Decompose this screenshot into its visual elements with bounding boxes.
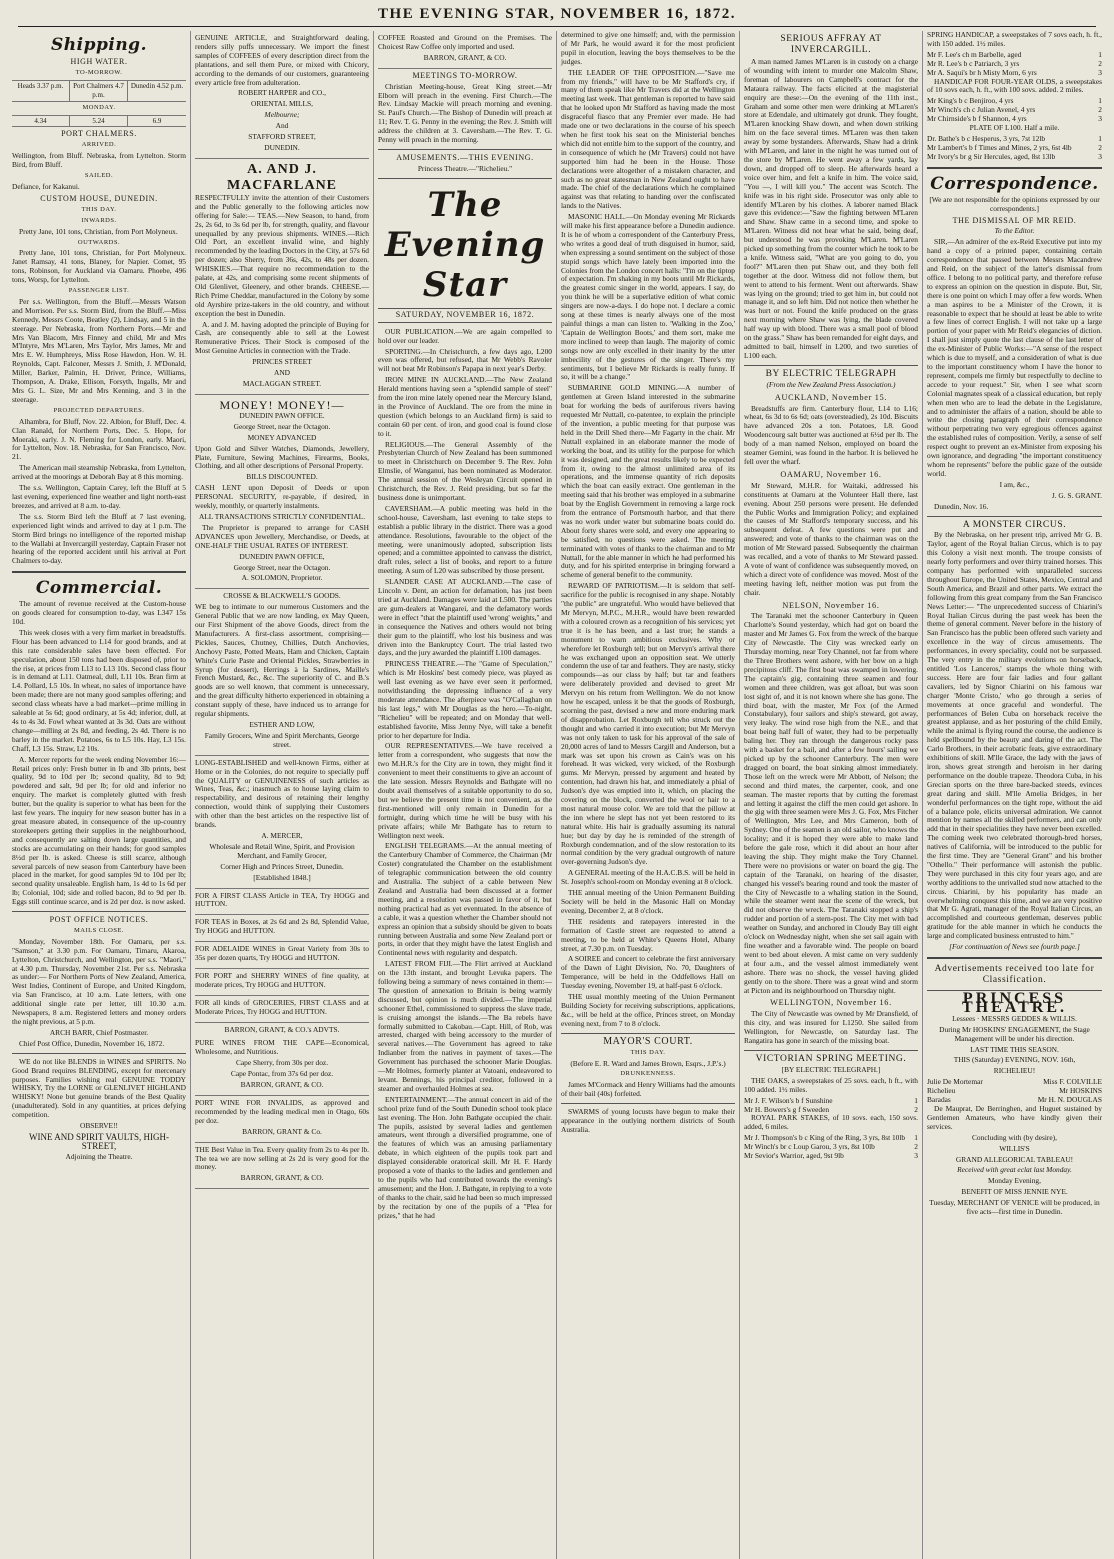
article-fiji: LATEST FROM FIJI.—The Flirt arrived at Auckland on the 13th instant, and brought Levuka papers. The following being a summary of news contained in them:—The question of annexation to Britain is being warmly discussed, but opinion is much divided.—The imperial schooner Ethel, commissioned to suppress the slave trade, is cruising amongst the islands.—The Ba rebels have formally submitted to Cakobau.—Capt. Hill, of Rob, was arrested, charged with being accessory to the murder of several natives.—The Government has agreed to take Indianber from the natives in payment of taxes.—The Government has purchased the schooner Marie Douglas.—Mr Holmes, formerly planter at Vatoani, endeavored to levant. Bennings, his principal creditor, followed in a steamer and overhauled Holmes at sea.: [378, 959, 552, 1093]
notice-hacbs: A GENERAL meeting of the H.A.C.B.S. will be held in St. Joseph's school-room on Monday evening at 8 o'clock.: [561, 868, 735, 887]
place: 1: [1098, 49, 1102, 59]
correspondence-heading: Correspondence.: [930, 173, 1099, 194]
port-chalmers-heading: PORT CHALMERS.: [61, 129, 137, 139]
tide-dunedin: Dunedin 4.52 p.m.: [130, 81, 184, 90]
crosse-text: WE beg to intimate to our numerous Customers and the General Public that we are now landing, ex May Queen, our First Shipment of the above Goods, direct from the Manufacturers. A first-class assortment, comprising— Pickles, Sauces, Chutney, Chillies, Dutch Anchovies, Anchovy Paste, Potted Meats, Ham and Chicken, Captain White's Curie Paste and Oriental Pickles, Strawberries in Syrup (for dessert), Herrings à la Sardines, Maille's French Mustard, &c., &c. The superiority of C. and B.'s goods are so well known, that comment is unnecessary, and the great difficulty hitherto experienced in obtaining a constant supply of these, have induced us to arrange for regular shipments.: [195, 602, 369, 719]
hogg-ad-text: FOR A FIRST CLASS Article in TEA, Try HOGG and HUTTON.: [195, 890, 369, 909]
esther-sub: Family Grocers, Wine and Spirit Merchants, George street.: [204, 730, 360, 749]
article-opposition: THE LEADER OF THE OPPOSITION.—"Save me from my friends," will have to be Mr Stafford's cry, if many of them speak like Mr Travers did at the Wellington meeting last week. That gentleman is reported to have said that he looked upon Mr Stafford as having made the most disgraceful fiasco that any Premier ever made. He had made one or two declarations in the course of his speech when he first took his seat on the Ministerial benches which did not entitle him to the support of the country, and in consequence of which he (Mr Travers) could not have supported him had he been in the House. Those declarations were altogether of a mistaken character, and such as no great statesman in New Zealand ought to have made. The chief of the declarations which he complained against was that relating to handing over the confiscated lands to the Natives.: [561, 67, 735, 211]
barron-advts-heading: BARRON, GRANT, & CO.'s ADVTS.: [224, 1024, 340, 1034]
barron-name: BARRON, GRANT, & CO.: [240, 1173, 324, 1183]
signoff: I am, &c.,: [999, 479, 1030, 489]
horse-name: Mr A. Saqui's br h Misty Morn, 6 yrs: [927, 67, 1037, 77]
tide-heads: Heads 3.37 p.m.: [12, 81, 70, 101]
best-tea-text: THE Best Value in Tea. Every quality from 2s to 4s per lb. The tea we are now selling at 2s 2d is very good for the money.: [195, 1144, 369, 1172]
column-2: [191, 31, 374, 1559]
tide-table-today: [12, 80, 186, 102]
last-time: LAST TIME THIS SEASON.: [970, 1044, 1059, 1054]
column-4: [557, 31, 740, 1559]
divider: [12, 1053, 186, 1054]
established-label: [Established 1848.]: [253, 872, 311, 882]
meetings-heading: MEETINGS TO-MORROW.: [412, 70, 518, 80]
role: Richelieu: [927, 1086, 956, 1096]
mail-text: The American mail steamship Nebraska, from Lyttelton, arrived at the moorings at Deborah Bay at 8 this morning.: [12, 463, 186, 482]
nelson-dateline: NELSON, November 16.: [782, 600, 880, 610]
place: 3: [914, 1151, 918, 1161]
horse-name: Mr Ivory's br g Sir Hercules, aged, 8st 13lb: [927, 151, 1056, 161]
tomorrow-label: TO-MORROW.: [75, 68, 123, 76]
outwards-label: OUTWARDS.: [77, 238, 121, 246]
theatre-heading: PRINCESS THEATRE.: [961, 990, 1068, 1016]
pawn-office-name: DUNEDIN PAWN OFFICE.: [239, 410, 325, 420]
actor: Miss F. COLVILLE: [1043, 1077, 1102, 1087]
place: 2: [1098, 105, 1102, 115]
divider: [12, 571, 186, 573]
pawn-address: George Street, near the Octagon.: [233, 421, 331, 431]
tableau-sub: Received with great eclat last Monday.: [957, 1165, 1072, 1175]
postmaster-date: Chief Post Office, Dunedin, November 16, 1872.: [19, 1038, 165, 1048]
horse-name: Mr H. Bowers's g f Sweeden: [744, 1104, 830, 1114]
wine-vaults: WINE AND SPIRIT VAULTS, HIGH-STREET,: [29, 1131, 169, 1151]
mayors-court-heading: MAYOR'S COURT.: [603, 1035, 693, 1047]
high-water-heading: HIGH WATER.: [70, 57, 128, 66]
projected-label: PROJECTED DEPARTURES.: [53, 406, 145, 414]
adjoining-theatre: Adjoining the Theatre.: [65, 1151, 133, 1161]
and-text-2: AND: [273, 368, 290, 378]
pawn-address-2: George Street, near the Octagon.: [233, 562, 331, 572]
tableau: GRAND ALLEGORICAL TABLEAU!: [955, 1154, 1074, 1164]
this-evening: THIS (Saturday) EVENING, NOV. 16th,: [953, 1055, 1076, 1065]
notice-castle-street: THE residents and ratepayers interested in the formation of Castle street are requested to attend a meeting, to be held at White's Queens Hotel, Albany street, at 7.30 p.m. on Tuesday.: [561, 916, 735, 953]
hogg-ad-text: FOR PORT and SHERRY WINES of fine quality, at moderate prices, Try HOGG and HUTTON.: [195, 970, 369, 989]
amusements-text: Princess Theatre.—"Richelieu.": [417, 163, 513, 173]
hogg-ad-text: FOR ADELAIDE WINES in Great Variety from 30s to 35s per dozen quarts, Try HOGG and HUTTON.: [195, 944, 369, 963]
projected-text: Alhambra, for Bluff, Nov. 22. Albion, for Bluff, Dec. 4. Clan Ranald, for Northern Ports, Dec. 5. Hope, for Moeraki, early. J. N. Fleming for London, early. Maori, for Lyttelton, Nov. 18. Nebraska, for San Francisco, Nov. 21.: [12, 416, 186, 462]
cape-sherry: Cape Sherry, from 30s per doz.: [235, 1058, 329, 1068]
coffee-roasted-ad: [378, 31, 552, 69]
article-masonic-hall: MASONIC HALL.—On Monday evening Mr Rickards will make his first appearance before a Dunedin audience. It is he of whom a correspondent of the Canterbury Press, who writes a good deal of truth disguised in humor, said, when expressing a sound sentiment on the subject of those stupid songs which have lately been imported into the Colonies from the London concert halls: "I'm on the tiptop of expectation. I'm shaking in my boots until Mr Rickards, the greatest comic singer in the world, appears. I say, do you think he will be a superlative edition of what comic singers are now-a-days. I do hope not. I declare a comic song at these times is nearly always one of the most painful things a man can listen to. 'Walking in the Zoo,' 'Captain de Wellington Boots,' and them sort, make me more inclined to weep than laugh. The majority of comic songs now are only excelled in their inanity by the utter imbecility of the gestures of the singer. There's my sentiments, but I believe Mr Rickards is really funny. If so, it will be a change.": [561, 212, 735, 382]
confidential-label: ALL TRANSACTIONS STRICTLY CONFIDENTIAL.: [198, 511, 366, 521]
oaks-results: [744, 1097, 918, 1115]
cast-note: De Mauprat, De Berringhen, and Huguet sustained by Gentlemen Amateurs, who have kindly given their services.: [927, 1103, 1102, 1131]
to-editor: To the Editor.: [994, 226, 1035, 236]
place: 1: [914, 1095, 918, 1105]
divider: [12, 911, 186, 912]
article-publication: OUR PUBLICATION.—We are again compelled to hold over our leader.: [378, 326, 552, 345]
shipping-heading: Shipping.: [51, 35, 147, 55]
article-religious: RELIGIOUS.—The General Assembly of the Presbyterian Church of New Zealand has been summoned to meet in Christchurch on December 9. The Rev. John Elmslie, of Wanganui, has been nominated as Moderator. The annual session of the Wesleyan Circuit opened in Christchurch, the Rev. J. Reid presiding, but so far the business done is unimportant.: [378, 439, 552, 502]
page-header: THE EVENING STAR, NOVEMBER 16, 1872.: [18, 6, 1096, 27]
place: 2: [914, 1142, 918, 1152]
cast-list: [927, 1078, 1102, 1105]
notice-monthly-meeting: THE usual monthly meeting of the Union Permanent Building Society for receiving subscriptions, applications, &c., will be held at the office, Princes street, on Monday evening next, from 7 to 8 o'clock.: [561, 992, 735, 1028]
hogg-ad-text: FOR all kinds of GROCERIES, FIRST CLASS and at Moderate Prices, Try HOGG and HUTTON.: [195, 997, 369, 1016]
outwards-text: Pretty Jane, 101 tons, Christian, for Port Molyneux. Janet Ramsay, 41 tons, Blaney, for Napier. Comet, 95 tons, Robinson, for Auckland via Oamaru. Phoebe, 496 tons, Worsp, for Lyttelton.: [12, 248, 186, 285]
notice-soiree: A SOIREE and concert to celebrate the first anniversary of the Dawn of Light Division, No. 70, Daughters of Temperance, will be held in the Oddfellows Hall on Tuesday evening, November 19, at half-past 6 o'clock.: [561, 954, 735, 991]
tide-monday-port: 5.24: [70, 116, 128, 127]
monday-evening: Monday Evening,: [988, 1176, 1041, 1186]
place: 2: [1098, 58, 1102, 68]
column-1: [8, 31, 191, 1559]
plate-results: [927, 135, 1102, 162]
melbourne: Melbourne;: [264, 110, 300, 120]
tide-monday-dunedin: 6.9: [152, 116, 162, 125]
pawn-office-ad: [195, 395, 369, 589]
and-text: And: [275, 121, 289, 131]
columns: [8, 31, 1106, 1559]
nelson-text: The Taranaki met the schooner Canterbury in Queen Charlotte's Sound yesterday, which had got on board the master and Mr James G. Fox from the wreck of the barque City of Newcastle. The City was wrecked early on Thursday morning, near Tory Channel, not far from where the Three Brothers went ashore, with her bow on a high precipitous cliff. The first boat was swamped in lowering. The captain's gig, containing three seamen and four women and three children, was got afloat, but was soon lost sight of, and it is not known where she has gone. The third boat, with the master, Mr Fox (of the Armed Constabulary), four sailors and ship's steward, got away, very leaky. The wind rose high from the N.E., and that boat being half full of water, they had to be perpetually baling her. They ran through the dangerous rocky pass with a basket for a bail, and after a few hours' sailing we picked up by the schooner Canterbury. The men were dragged on board, the boat sinking almost immediately. Those left on the wreck were Mr Abbott, of Nelson; the second and third mates, the carpenter, cook, and one seaman. The master reports that by cutting the foremast and letting it against the cliff the men could get ashore. In the gig with three seamen were Mrs J. G. Fox, Mrs Fitcher of Wellington, Mrs Lee, and Mrs Cameron, both of Sydney. One of the seamen is an old sailor, who knows the locality; and it is hoped they were able to make land before the gale rose, which it did about an hour after leaving the ship. They might make the Tory Channel. There were no provisions or water on board the gig. The captain of the Taranaki, on hearing of the disaster, changed his vessel's bearing round and took the master of the City of Newcastle to a whaling station in the Sound, while the steamer went near the scene of the wreck, but did not observe the wreck. The Taranaki stopped a ship's rudder and portion of a stern-post. The City met with bad weather on Sunday, and anchored in Cloudy Bay till eight o'clock on Wednesday night, when she set sail again with fine weather and a favorable wind. The people on board went to bed about eleven. A mist came on very suddenly at four a.m., and the vessel almost immediately went ashore. There was no shock, the vessel having glided gently on to the shore. There was a great wind and storm at Picton and its neighbourhood on Thursday night.: [744, 611, 918, 995]
divider: [744, 1050, 918, 1051]
postmaster-name: ARCH BARR, Chief Postmaster.: [49, 1027, 149, 1037]
article-slander: SLANDER CASE AT AUCKLAND.—The case of Lincoln v. Dent, an action for defamation, has just been tried at Auckland. Damages were laid at L500. The parties are gum-dealers at Wangarei, and the defamatory words were in effect "that the plaintiff used 'wrong' weights," and in consequence the Natives and others would not bring their gum to the plaintiff, who lost his business and was driven into the Bankruptcy Court. The trial lasted two days, and the jury awarded the plaintiff L100 damages.: [378, 577, 552, 658]
harper-name: ROBERT HARPER and CO.,: [238, 88, 326, 98]
victorian-sub: [BY ELECTRIC TELEGRAPH.]: [781, 1064, 881, 1074]
lessees: Lessees · MESSRS GEDDES & WILLIS.: [952, 1013, 1077, 1023]
barron-name: BARRON, GRANT, & CO.: [240, 1080, 324, 1090]
arrived-label: ARRIVED.: [81, 141, 117, 149]
inwards-text: Pretty Jane, 101 tons, Christian, from Port Molyneux.: [19, 226, 178, 236]
place: 2: [1098, 142, 1102, 152]
article-patriotism: REWARD OF PATRIOTISM.—It is seldom that self-sacrifice for the public is recognised in any shape. Notably "the public" are ungrateful. Who would have believed that Mr Mervyn, M.P.C., M.H.R., would have been rewarded with a coloured crown as a recognition of his services; yet true it is he has been, and a last true; he stands a monument to warn ambitious exclusives. Why or wherefore let Roxburgh tell; but on Mervyn's arrival there he was exchanged upon an opposition seat. We utterly condemn the use of tar and feathers. They are nasty, sticky compounds—as our class by half; but tar and feathers were deliberately provided and devised to greet Mr Mervyn on his return from Wellington. We do not know how he escaped, unless it be that the goods of Roxburgh, scorning the past, devised a new and more enduring mark of disapprobation. Let Roxburgh tell who struck out the thought and who carried it into execution; but Mr Mervyn was not only taken to task for his approval of the sale of 20,000 acres of land to Messrs Cargill and Anderson, but a mark was set upon his crown as Cain's was on his forehead. It was wicked, very wicked, of the Roxburgh gums. Mr Mervyn, pressed by argument and heated by contention, had drawn his hat, and immediately a phial of Judson's dye was emptied into it, which, on placing the covering on the block, converted the wool or hair to a most natural mouse color. We are told that the pillow at the inn where he slept has not yet been restored to its natural white. His hair is gradually assuming its natural hue; but day by day he is reminded of the strength of Roxburgh condemnation, and of the slow restoration to its normal condition by the very gradual outgrowth of nature over-governing Judson's dye.: [561, 581, 735, 867]
engagement-text: During Mr HOSKINS' ENGAGEMENT, the Stage Management will be under his direction.: [939, 1024, 1090, 1043]
oriental-mills: ORIENTAL MILLS,: [251, 99, 313, 109]
esther-low: ESTHER AND LOW,: [249, 720, 315, 729]
princes-street: PRINCES STREET: [252, 357, 312, 367]
mercer-ad: [195, 756, 369, 889]
stafford-street: STAFFORD STREET,: [248, 132, 316, 142]
article-submarine-mining: SUBMARINE GOLD MINING.—A number of gentlemen at Green Island interested in the submarine boat for working the beds of auriferous rivers having requested Mr Nuttall, co-patentee, to explain the principle of the invention, a public meeting for that purpose was held in the Drill Shed there—Mr Fagarty in the chair. Mr Nuttall explained in an elaborate manner the mode of working the boat, and its utility for the purpose for which it was designed, and the great results likely to be expected from it, owing to the almost unlimited area of its operations, and the immense quantity of rich deposits which the boat can easily extract. One gentleman in the meeting said that his brother was employed in a submarine boat by the English Government in removing a large rock from the entrance of Portsmouth harbor, and that there was no work under water but submarine boats could do. About forty shares were sold, and every one appearing to be satisfied, no questions were asked. The meeting terminated with votes of thanks to the chairman and to Mr Nuttall, for the able manner in which he had performed his duty, and for his spirited enterprise in bringing forward a scheme of general benefit to the community.: [561, 383, 735, 580]
benefit: BENEFIT OF MISS JENNIE NYE.: [961, 1187, 1068, 1197]
article-entertainment: ENTERTAINMENT.—The annual concert in aid of the school prize fund of the South Dunedin school took place last evening. The Hon. John Bathgate occupied the chair. The pupils, assisted by several ladies and gentlemen amateurs, went through a diversified programme, one of the features of which was an amusing parliamentary debate, in which eighteen of the pupils took part and displayed considerable oratorical skill. Mr H. F. Hardy proposed a vote of thanks to the ladies and gentlemen and to the pupils who had contributed towards the evening's amusement; and the Hon. J. Bathgate, in replying to a vote of thanks to the chair, said he had been so much impressed by the recitation by one of the pupils of a "Plea for prizes," that he had: [378, 1094, 552, 1220]
revenue-text: The amount of revenue received at the Custom-house on goods cleared for consumption to-day, was L347 15s 10d.: [12, 599, 186, 627]
hogg-hutton-ad-3: [195, 942, 369, 969]
result-row: [744, 1152, 918, 1161]
auckland-text: Breadstuffs are firm. Canterbury flour, L14 to L16; wheat, 6s 3d to 6s 6d; oats (oversteadied), 2s 10d. Biscuits have advanced 20s a ton. Potatoes, L8. Good Woodencourg salt butter was auctioned at 6½d per lb. The body of a man named Nelson, employed on board the steamer Gemini, was found in the harbor. It is believed he fell over the wharf.: [744, 403, 918, 466]
macfarlane-text: RESPECTFULLY invite the attention of their Customers and the Public generally to the following articles now offering for Sale:— TEAS.—New Season, to hand, from 2s, 2s 6d, to 3s 6d per lb, for strength, quality, and flavour unequalled by any previous shipments. WINES.—Rich Old Port, an excellent invalid wine, and highly recommended by the leading Doctors in the City, at 57s 6d per dozen; also Sherry, from 36s, 42s, to 48s per dozen. WHISKIES.—That require no recommendation to the palate, at 42s, and comprising some recent shipments of Old Glenlivet, Gleenery, and other brands. CHEESE.—Rich Prime Cheddar, manufactured in the Colony by some old Ayrshire prize-takers in the old country, and without exception the best in Dunedin.: [195, 192, 369, 318]
notice-building-society: THE annual meeting of the Union Permanent Building Society will be held in the Masonic Hall on Monday evening, December 2, at 8 o'clock.: [561, 888, 735, 915]
arrived-text: Wellington, from Bluff. Nebraska, from Lyttelton. Storm Bird, from Bluff.: [12, 151, 186, 170]
horse-name: Mr F. Lee's ch m Barbelle, aged: [927, 49, 1022, 59]
crosse-blackwell-ad: [195, 589, 369, 755]
affray-heading: SERIOUS AFFRAY AT INVERCARGILL.: [780, 34, 882, 55]
actor: Mr HOSKINS: [1059, 1086, 1102, 1096]
place: 3: [1098, 151, 1102, 161]
result-row: [927, 153, 1102, 162]
oamaru-text: Mr Steward, M.H.R. for Waitaki, addressed his constituents at Oamaru at the Volunteer Hall there, last evening. About 250 persons were present. He defended the Public Works and Immigration Policy; and explained the causes of Mr Stafford's temporary success, and his subsequent defeat. A few questions were put and answered; and vote of thanks to the chairman was on the motion of Mr Steward passed. Subsequently the chairman was recalled, and a vote of thanks to Mr Steward passed. A vote of want of confidence was subsequently moved, on which a direct vote of confidence was moved. Most of the meeting having left, neither motion was put from the chair.: [744, 480, 918, 597]
horse-name: Mr J. Thompson's b c King of the Ring, 3 yrs, 8st 10lb: [744, 1133, 906, 1143]
place: 1: [914, 1133, 918, 1143]
spring-results: [927, 51, 1102, 78]
wellington-text: The s.s. Wellington, Captain Carey, left the Bluff at 5 last evening, experienced fine weather and light north-east breezes, and arrived at 8 a.m. to-day.: [12, 483, 186, 510]
court-text: James M'Cormack and Henry Williams had the amounts of their bail (40s) forfeited.: [561, 1080, 735, 1099]
solomon-proprietor: A. SOLOMON, Proprietor.: [241, 573, 323, 583]
barron-name: BARRON, GRANT & Co.: [242, 1126, 322, 1136]
macfarlane-ad: [195, 159, 369, 395]
barron-name: BARRON, GRANT, & CO.: [423, 52, 507, 62]
divider: [378, 149, 552, 150]
plate-text: PLATE OF L100. Half a mile.: [969, 123, 1060, 133]
pure-wines-text: PURE WINES FROM THE CAPE—Economical, Wholesome, and Nutritious.: [195, 1038, 369, 1057]
macfarlane-heading: A. AND J. MACFARLANE: [226, 161, 338, 193]
horse-name: Mr Winch's ch c Julian Avenel, 4 yrs: [927, 105, 1036, 115]
article-iron-mine: IRON MINE IN AUCKLAND.—The New Zealand Herald mentions having seen a "splendid sample of steel" from the iron mine lately opened near the Mercury Island, in the Province of Auckland. The ore from the mine in question (which belongs to an Auckland firm) is said to contain 60 per cent. of iron, and good coal is found close to it.: [378, 375, 552, 438]
commercial-heading: Commercial.: [35, 578, 163, 599]
article-sporting: SPORTING.—In Christchurch, a few days ago, L200 even was offered, but refused, that Mr Webb's Ravoler will not beat Mr Robinson's Papapa in next year's Derby.: [378, 346, 552, 374]
post-office-heading: POST OFFICE NOTICES.: [49, 915, 149, 925]
mails-close-label: MAILS CLOSE.: [73, 926, 125, 934]
money-advanced: MONEY ADVANCED: [247, 432, 317, 442]
oamaru-dateline: OAMARU, November 16.: [780, 469, 882, 479]
wellington-text: The City of Newcastle was owned by Mr Dransfield, of this city, and was insured for L1250. She sailed from Wellington, for Newcastle, on Saturday last. The Rangatira has gone in search of the missing boat.: [744, 1009, 918, 1046]
divider: [927, 957, 1102, 959]
horse-name: Mr Chirnside's b f Shannon, 4 yrs: [927, 114, 1027, 124]
wellington-dateline: WELLINGTON, November 16.: [770, 998, 892, 1008]
bills-discounted: BILLS DISCOUNTED.: [246, 472, 318, 482]
tide-port-chalmers: Port Chalmers 4.7 p.m.: [70, 81, 128, 101]
mercer-sub: Wholesale and Retail Wine, Spirit, and Provision Merchant, and Family Grocer,: [209, 841, 355, 860]
maclaggan-street: MACLAGGAN STREET.: [242, 379, 322, 388]
article-caversham: CAVERSHAM.—A public meeting was held in the school-house, Caversham, last evening to take steps to establish a public library in the district. There was a good attendance. Resolutions, favourable to the object of the meeting, were unanimously adopted, subscription lists opened; and a committee appointed to canvass the district, draft rules, select a list of books, and report to a future meeting. A sum of L20 was subscribed by those present.: [378, 503, 552, 576]
place: 2: [914, 1104, 918, 1114]
horse-name: Mr R. Lee's b c Patriarch, 3 yrs: [927, 58, 1020, 68]
disclaimer: [We are not responsible for the opinions expressed by our correspondents.]: [929, 194, 1100, 213]
horse-name: Mr King's b c Benjiroo, 4 yrs: [927, 96, 1014, 106]
tide-monday-heads: 4.34: [12, 116, 70, 127]
whisky-ad: WE do not like BLENDS in WINES and SPIRITS. No Good Brand requires BLENDING, except for mercenary purposes. Families wishing real GENUINE TODDY WHISKY, Try the LORNE or GLENLIVET HIGHLAND WHISKY! None but genuine brands of the Best Quality (unadulterated). Sold in any quantities, at prices defying competition.: [12, 1056, 186, 1120]
mercer-address: Corner High and Princes Street, Dunedin.: [220, 861, 344, 871]
four-year-results: [927, 97, 1102, 124]
horse-name: Mr Lambert's b f Times and Mines, 2 yrs, 6st 4lb: [927, 142, 1072, 152]
hogg-hutton-ad-4: [195, 969, 369, 996]
place: 3: [1098, 114, 1102, 124]
horse-name: Mr Winch's br c Loup Garou, 3 yrs, 8st 10lb: [744, 1142, 875, 1152]
divider: [744, 365, 918, 366]
paper-title: The Evening Star: [384, 184, 546, 305]
continuation-note: [For continuation of News see fourth page.]: [949, 942, 1080, 952]
cape-pontac: Cape Pontac, from 37s 6d per doz.: [230, 1069, 334, 1079]
observe-label: OBSERVE!!: [79, 1121, 118, 1131]
passenger-list-label: PASSENGER LIST.: [68, 287, 130, 295]
mercer-ad-text: LONG-ESTABLISHED and well-known Firms, either at Home or in the Colonies, do not require to specially puff the QUALITY or GENUINENESS of such articles as Wines, Teas, &c.; inasmuch as to house laying claim to respectability, and desirous of retaining their lengthy connection, would think of supplying their Customers with other than the best articles on the respective list of brands.: [195, 757, 369, 830]
market-text: This week closes with a very firm market in breadstuffs. Flour has been advanced to L14 for good brands, and at this rate considerable sales have been effected. For speculation, about 150 tons had been disposed of, prior to the rise, at prices from L13 to L13 10s. Second class flour is in demand at L11. Oatmeal, dull, L11 10s. Bran firm at L4. Pollard, L5 10s. In wheat, no sales of importance have been made; there are not many good samples offering; and second class wheats have a bad market—prime milling in saleable at 5s 6d; good ordinary, at 5s 4d; inferior, dull, at 4s to 4s 3d. Fowl wheat wanted at 3s 3d. Oats are without change—milling at 2s 8d, and feeding, 2s 4d. There is no barley in the market. Potatoes, 6s to L5 10s. Hay, L3 15s. Chaff, L3 15s. Straw, L2 10s.: [12, 627, 186, 753]
too-late-heading: Advertisements received too late for Classification.: [934, 964, 1095, 985]
locusts-text: SWARMS of young locusts have begun to make their appearance in the outlying northern districts of South Australia.: [561, 1107, 735, 1134]
circus-heading: A MONSTER CIRCUS.: [962, 519, 1067, 530]
pawn-office-name-2: DUNEDIN PAWN OFFICE,: [239, 551, 325, 561]
royal-park-text: ROYAL PARK STAKES, of 10 sovs. each, 150 sovs. added, 6 miles.: [744, 1113, 918, 1132]
article-english-telegrams: ENGLISH TELEGRAMS.—At the annual meeting of the Canterbury Chamber of Commerce, the Chairman (Mr Coster) congratulated the Chamber on the establishment of telegraphic communication between the old country and Australia. The subject of a cable between New Zealand and Australia had been discussed at a former meeting, and a resolution was passed in favor of it, but nothing practical had as yet eventuated. In the absence of a cable, it was a question whether the Chamber should not express an opinion that a subsidy should be given to boats running between Australia and some New Zealand port or ports, in order that they might have the latest English and Continental news with regularity and despatch.: [378, 841, 552, 958]
dismissal-heading: THE DISMISSAL OF MR REID.: [952, 215, 1077, 225]
horse-name: Mr J. F. Wilson's b f Sunshine: [744, 1095, 833, 1105]
cape-wines-ad: [195, 1036, 369, 1096]
article-representatives: OUR REPRESENTATIVES.—We have received a letter from a correspondent, who suggests that now the two M.H.R.'s for the City are in town, they might find it convenient to meet their constituents to give an account of the late session. Messrs Reynolds and Bathgate will no doubt avail themselves of a suitable opportunity to do so, but we believe the present time is not convenient, as the first-mentioned will only remain in Dunedin for a fortnight, during which time he will be busy with his private affairs; while Mr Bathgate has to return to Wellington next week.: [378, 741, 552, 840]
place: 1: [1098, 133, 1102, 143]
cash-lent-text: CASH LENT upon Deposit of Deeds or upon PERSONAL SECURITY, re-payable, if desired, in weekly, monthly, or quarterly instalments.: [195, 483, 369, 511]
inwards-label: INWARDS.: [81, 216, 117, 224]
this-day-label: THIS DAY.: [630, 1048, 666, 1056]
drunkenness-label: DRUNKENNESS.: [620, 1070, 676, 1078]
meetings-text: Christian Meeting-house, Great King street.—Mr Elborn will preach in the evening. First Church.—The Rev. Lindsay Mackie will preach morning and evening. St. Paul's Church.—The Bishop of Dunedin will preach at 11; Rev. T. G. Penny in the evening; the Rev. J. Smith will address the children at 3. Caversham.—The Rev. T. G. Penny will preach in the morning.: [378, 81, 552, 145]
tide-table-monday: [12, 115, 186, 128]
genuine-article-text: GENUINE ARTICLE, and Straightforward dealing, renders silly puffs unnecessary. We import the finest samples of COFFEES of every description direct from the plantations, and sell them Pure, or mixed with Chicory, according to the demands of our customers, guaranteeing every article free from adulteration.: [195, 33, 369, 87]
custom-house-heading: CUSTOM HOUSE, DUNEDIN.: [40, 193, 158, 203]
this-day-label: THIS DAY.: [81, 205, 117, 213]
mercer-report-text: A. Mercer reports for the week ending November 16:—Retail prices only: Fresh butter in lb and 3lb prints, best quality, 9d to 10d per lb; second quality, 8d to 9d; powdered and salt, 9d per lb; for old and inferior no enquiry. The market is completely glutted with fresh butter, but the quality is superior to what has been for the last few years. The inquiry for new season butter has in a great measure abated, in consequence of the up-country storekeepers getting their supplies in the neighbourhood, and consequently are salting down large quantities, and stocks are accumulating on their hands; for good samples 8½d per lb. is asked. Cheese is still scarce, although several parcels of new season from Canterbury have been placed in the market, for good samples 9d to 10d per lb; second quality unsaleable. English ham, 1s 4d to 1s 6d per lb; Colonial, 10d; side and rolled bacon, 8d to 9d per lb. Eggs still continue scarce, and is 2d per doz. is now asked.: [12, 754, 186, 907]
willis: WILLIS'S: [999, 1143, 1030, 1153]
mails-text: Monday, November 18th. For Oamaru, per s.s. "Samson," at 3.30 p.m. For Oamaru, Timaru, Akaroa, Lyttelton, Christchurch, and Wellington, per s.s. "Maori," at 4.30 p.m. Thursday, November 21st. Per s.s. Nebraska as under:— For Northern Ports of New Zealand, America, West Indies, Continent of Europe, and United Kingdom, via San Francisco, at 10 a.m. Late letters, with one additional single rate per letter, till 10.30 a.m. Newspapers, 8 a.m. Registered letters and money orders the night previous, at 5 p.m.: [12, 936, 186, 1026]
best-tea-ad: [195, 1143, 369, 1190]
column-3: [374, 31, 557, 1559]
crosse-heading: CROSSE & BLACKWELL'S GOODS.: [223, 591, 341, 601]
date-line: SATURDAY, NOVEMBER 16, 1872.: [378, 308, 552, 323]
spring-handicap-text: SPRING HANDICAP, a sweepstakes of 7 sovs each, h. ft., with 150 added. 1½ miles.: [927, 31, 1102, 48]
hogg-hutton-ad-1: [195, 889, 369, 916]
auckland-dateline: AUCKLAND, November 15.: [774, 392, 888, 402]
telegraph-sub: (From the New Zealand Press Association.): [766, 379, 896, 389]
mercer-name: A. MERCER,: [261, 830, 303, 840]
hogg-ad-text: FOR TEAS in Boxes, at 2s 6d and 2s 8d, Splendid Value, Try HOGG and HUTTON.: [195, 917, 369, 936]
oaks-text: THE OAKS, a sweepstakes of 25 sovs. each, h ft., with 100 added. 1½ miles.: [744, 1075, 918, 1094]
place: 1: [1098, 96, 1102, 106]
letter-text: SIR,—An admirer of the ex-Reid Executive put into my hand a copy of a printed paper, containing certain correspondence that passed between Messrs Macandrew and Reid, on the subject of the latter's dismissal from office. I belong to no political party, and therefore refuse to express an opinion on the question in dispute. But, Sir, there is one point on which I may offer a few words. When a man aspires to be a Minister of the Crown, it is reasonable to expect that he should at least be able to write a few lines of correct English. I will not take up a large portion of your paper with Mr Reid's elegancies of diction. I shall just simply quote the last clause of the last letter of the ex-Minister of Public Works:—"A sense of the respect which is due to myself, and a consideration of what is due to the important constituency whom I have the honor to represent, compels me firmly but respectfully to decline to accede to your request." Sir, when I see what scorn Colonial magnates speak of a classical education, but reply when men who are to lead the debate in the Legislature, and to administer the affairs of a nation, should be able to write the closing paragraph of their correspondence without perpetrating two very egregious offences against the established rules of composition. Verily, a sense of self respect ought to prevent an ex-Minister from exposing his own ignorance, and degrading "the important constituency whom he represents" before the public gaze of the outside world.: [927, 237, 1102, 478]
circus-text: By the Nebraska, on her present trip, arrived Mr G. B. Taylor, agent of the Royal Italian Circus, which is to pay this Colony a visit next month. The troupe consists of nearly forty performers and over thirty trained horses. This company has performed with unparalleled success throughout Europe, the United States, Mexico, Central and South America, and Brazil and other parts. We extract the following from this great company from the San Francisco News Letter:— "The unprecedented success of Chiarini's Royal Italian Circus during the past week has been the theme of general comment. Never before in the history of San Francisco has the public been offered such variety and excellence in the way of circus amusements. The performances, in every speciality, could not be surpassed. The very entry in the military evolutions on horseback, entitled 'Los Lanceros,' stamps the whole thing with success. Here are four fair ladies and four gallant cavaliers, led by Signor Chiarini on his famous war charger 'Monte Cristo,' who go through a series of movements at once graceful and wonderful. The performances of Belen Cuba on horseback receive the greatest applause, and as her posturing of the child Emily, while the animal is flying round the course, the audience is held spellbound by the beauty and daring of the act. The Carlo Brothers, in their acrobatic feats, give extraordinary exhibitions of skill. M'lle Grace, the lady with the jaws of iron, shows great strength and heroism in her daring performance on the double trapeze. Theodora Cuba, in his Grecian sports on the three bare-backed steeds, evinces great daring and skill. M'lle Amelia Bridges, in her wonderful performances on the tight rope, without the aid of a balance pole, elicits universal admiration. We cannot mention by names all the skilled performers, and can only add that in their specialities they have never been excelled. The coming week two celebrated thorough-bred horses, natives of California, will be introduced to the public for the first time. They are "General Grant" and his brother "Othello." Their performance will astonish the public. They were purchased in this city four years ago, and are worthy additions to the unrivalled stud now attached to the circus. Chiarini, by his popularity has made an overwhelming conquest this time, and we are very positive that Mr G. Agrati, manager of the Royal Italian Circus, an accomplished and courteous gentleman, deserves public gratitude for the able manner in which he conducts the large and complicated business entrusted to him.": [927, 530, 1102, 941]
telegraph-heading: BY ELECTRIC TELEGRAPH: [765, 368, 897, 379]
article-entertainment-cont: determined to give one himself; and, with the permission of Mr Park, he would award it for the most proficient pupil in elocution, leaving the boys themselves to be the judges.: [561, 31, 735, 66]
sailed-label: SAILED.: [84, 172, 114, 180]
role: Baradas: [927, 1095, 951, 1105]
invalid-port-ad: [195, 1096, 369, 1143]
place: 3: [1098, 67, 1102, 77]
monday-label: MONDAY.: [82, 103, 116, 111]
money-heading: MONEY! MONEY!—: [219, 397, 345, 412]
dunedin-label: DUNEDIN.: [264, 142, 300, 152]
divider: [561, 1033, 735, 1034]
concluding: Concluding with (by desire),: [972, 1132, 1057, 1142]
divider: [378, 178, 552, 179]
royal-results: [744, 1134, 918, 1161]
four-year-text: HANDICAP FOR FOUR-YEAR OLDS, a sweepstakes of 10 sovs each, h. ft., with 100 sovs. added. 2 miles.: [927, 76, 1102, 95]
signature-date: Dunedin, Nov. 16.: [934, 501, 989, 511]
divider: [561, 1103, 735, 1104]
divider: [927, 516, 1102, 517]
coffee-ad: [195, 31, 369, 159]
tuesday-notice: Tuesday, MERCHANT OF VENICE will be produced, in five acts—first time in Dunedin.: [929, 1198, 1100, 1217]
signature: J. G. S. GRANT.: [1051, 490, 1102, 500]
horse-name: Mr Sevior's Warrior, aged, 9st 9lb: [744, 1151, 844, 1161]
richelieu-title: RICHELIEU!: [993, 1066, 1036, 1076]
coffee-text: COFFEE Roasted and Ground on the Premises. The Choicest Raw Coffee only imported and used.: [378, 33, 552, 51]
affray-text: A man named James M'Laren is in custody on a charge of wounding with intent to murder one Malcolm Shaw, foreman of labourers on Campbell's contract for the Mataura railway. The facts elicited at the magisterial enquiry are these:—On the evening of the 11th inst., Graham and some other men were drinking at M'Laren's store at Edendale, and ultimately got drunk. They fought, M'Laren knocking Shaw down, and when down striking him on the face several times. M'Laren was then taken away by some bystanders. Afterwards, Shaw had a drink with M'Laren, and later in the night he was turned out of the store by M'Laren. He went away a few yards, lay down, and dropped off to sleep. He afterwards heard a voice over him, and felt a knife in him. The voice said, "You —, I will kill you." The accent was Scotch. The knife was in his right side. Prosecutor was only able to identify M'Laren by his clothes. A laborer named Black gave this evidence:—"Saw the fighting between M'Laren and Shaw. Shaw came in a second time, and spoke to M'Laren. Witness did not hear what he said, being deaf, but understood he was provoking M'Laren. M'Laren picked up something from the counter which he took to be a knife. Witness said, "What are you going to do, you fool?" M'Laren then put Shaw out, and they both fell together at the door. Witness did not follow them, but went to attend to his ferment. Went out afterwards. Shaw was lying on the ground; tried to get him in, but could not manage it, and so left him. Did not notice then whether he was hurt or not. Found the knife produced on the grass next morning where Shaw was lying, the blade covered half way up with blood. There was a small pool of blood on the grass." Shaw has been remanded for eight days, and admitted to bail, himself in L200, and two sureties of L100 each.: [744, 57, 918, 360]
victorian-heading: VICTORIAN SPRING MEETING.: [755, 1053, 907, 1064]
column-6: [923, 31, 1106, 1559]
bench-text: (Before E. R. Ward and James Brown, Esqrs., J.P.'s.): [570, 1058, 726, 1068]
stormbird-text: The s.s. Storm Bird left the Bluff at 7 last evening, experienced light winds and arrived to day at 1 p.m. The Storm Bird brings no intelligence of the reported mishap to the Wallabi at Invercargill yesterday, Captain Fraser not hearing of the reported accident until his arrival at Port Chalmers to-day.: [12, 511, 186, 566]
role: Julie De Mortemar: [927, 1077, 983, 1087]
macfarlane-close: A. and J. M. having adopted the principle of Buying for Cash, are consequently able to sell at the Lowest Remunerative Prices. Their Stock is composed of the Most Genuine Articles in connection with the Trade.: [195, 319, 369, 356]
hogg-hutton-ad-2: [195, 915, 369, 942]
passenger-text: Per s.s. Wellington, from the Bluff.—Messrs Watson and Morrison. Per s.s. Storm Bird, from the Bluff.—Miss Kennedy, Messrs Coote, Beatley (2), Lindsay, and 5 in the steerage. Per Nebraska, from Northern Ports.—Mr and Mrs Van Blacom, Mrs Finney and child, Mr and Mrs M'Intyre, Mrs M'Laren, Mrs Taylor, Mrs James, Mr and Mrs E. W. Humphreys, Miss Rose Hawdon, Hon. W. H. Reynolds, Capt. Falconer, Messrs J. Smith, J. M'Donald, Miller, Barker, Palmin, H. Driver, Prince, Williams, Thompson, A. Drake, Ellison, Forsyth, Ingalls, Mr and Mrs G. L. Size, Mr and Mrs Kenning, and 3 in the steerage.: [12, 296, 186, 404]
hogg-hutton-ad-5: [195, 996, 369, 1023]
horse-name: Dr. Bathe's b c Hesperus, 3 yrs, 7st 12lb: [927, 133, 1046, 143]
port-invalids-text: PORT WINE FOR INVALIDS, as approved and recommended by the leading medical men in Otago, 60s per doz.: [195, 1098, 369, 1125]
sailed-text: Defiance, for Kakanui.: [12, 181, 80, 191]
pawn-close-text: The Proprietor is prepared to arrange for CASH ADVANCES upon Jewellery, Merchandise, or Deeds, at ONE-HALF THE USUAL RATES OF INTEREST.: [195, 522, 369, 550]
amusements-heading: AMUSEMENTS.—THIS EVENING.: [396, 152, 534, 162]
column-5: [740, 31, 923, 1559]
divider: [927, 167, 1102, 169]
actor: Mr H. N. DOUGLAS: [1037, 1095, 1102, 1105]
article-princess-theatre: PRINCESS THEATRE.—The "Game of Speculation," which is Mr Hoskins' best comedy piece, was played as well last evening as we have ever seen it performed, notwithstanding the depressing influence of a very moderate attendance. The afterpiece was "O'Callaghan on his last legs," with Mr Douglas as the hero.—To-night, "Richelieu" will be repeated; and on Monday that well-established favorite, Miss Jenny Nye, will take a benefit prior to her departure for India.: [378, 659, 552, 740]
pawn-text: Upon Gold and Silver Watches, Diamonds, Jewellery, Plate, Furniture, Sewing Machines, Firearms, Books, Clothing, and all other descriptions of Personal Property.: [195, 443, 369, 471]
